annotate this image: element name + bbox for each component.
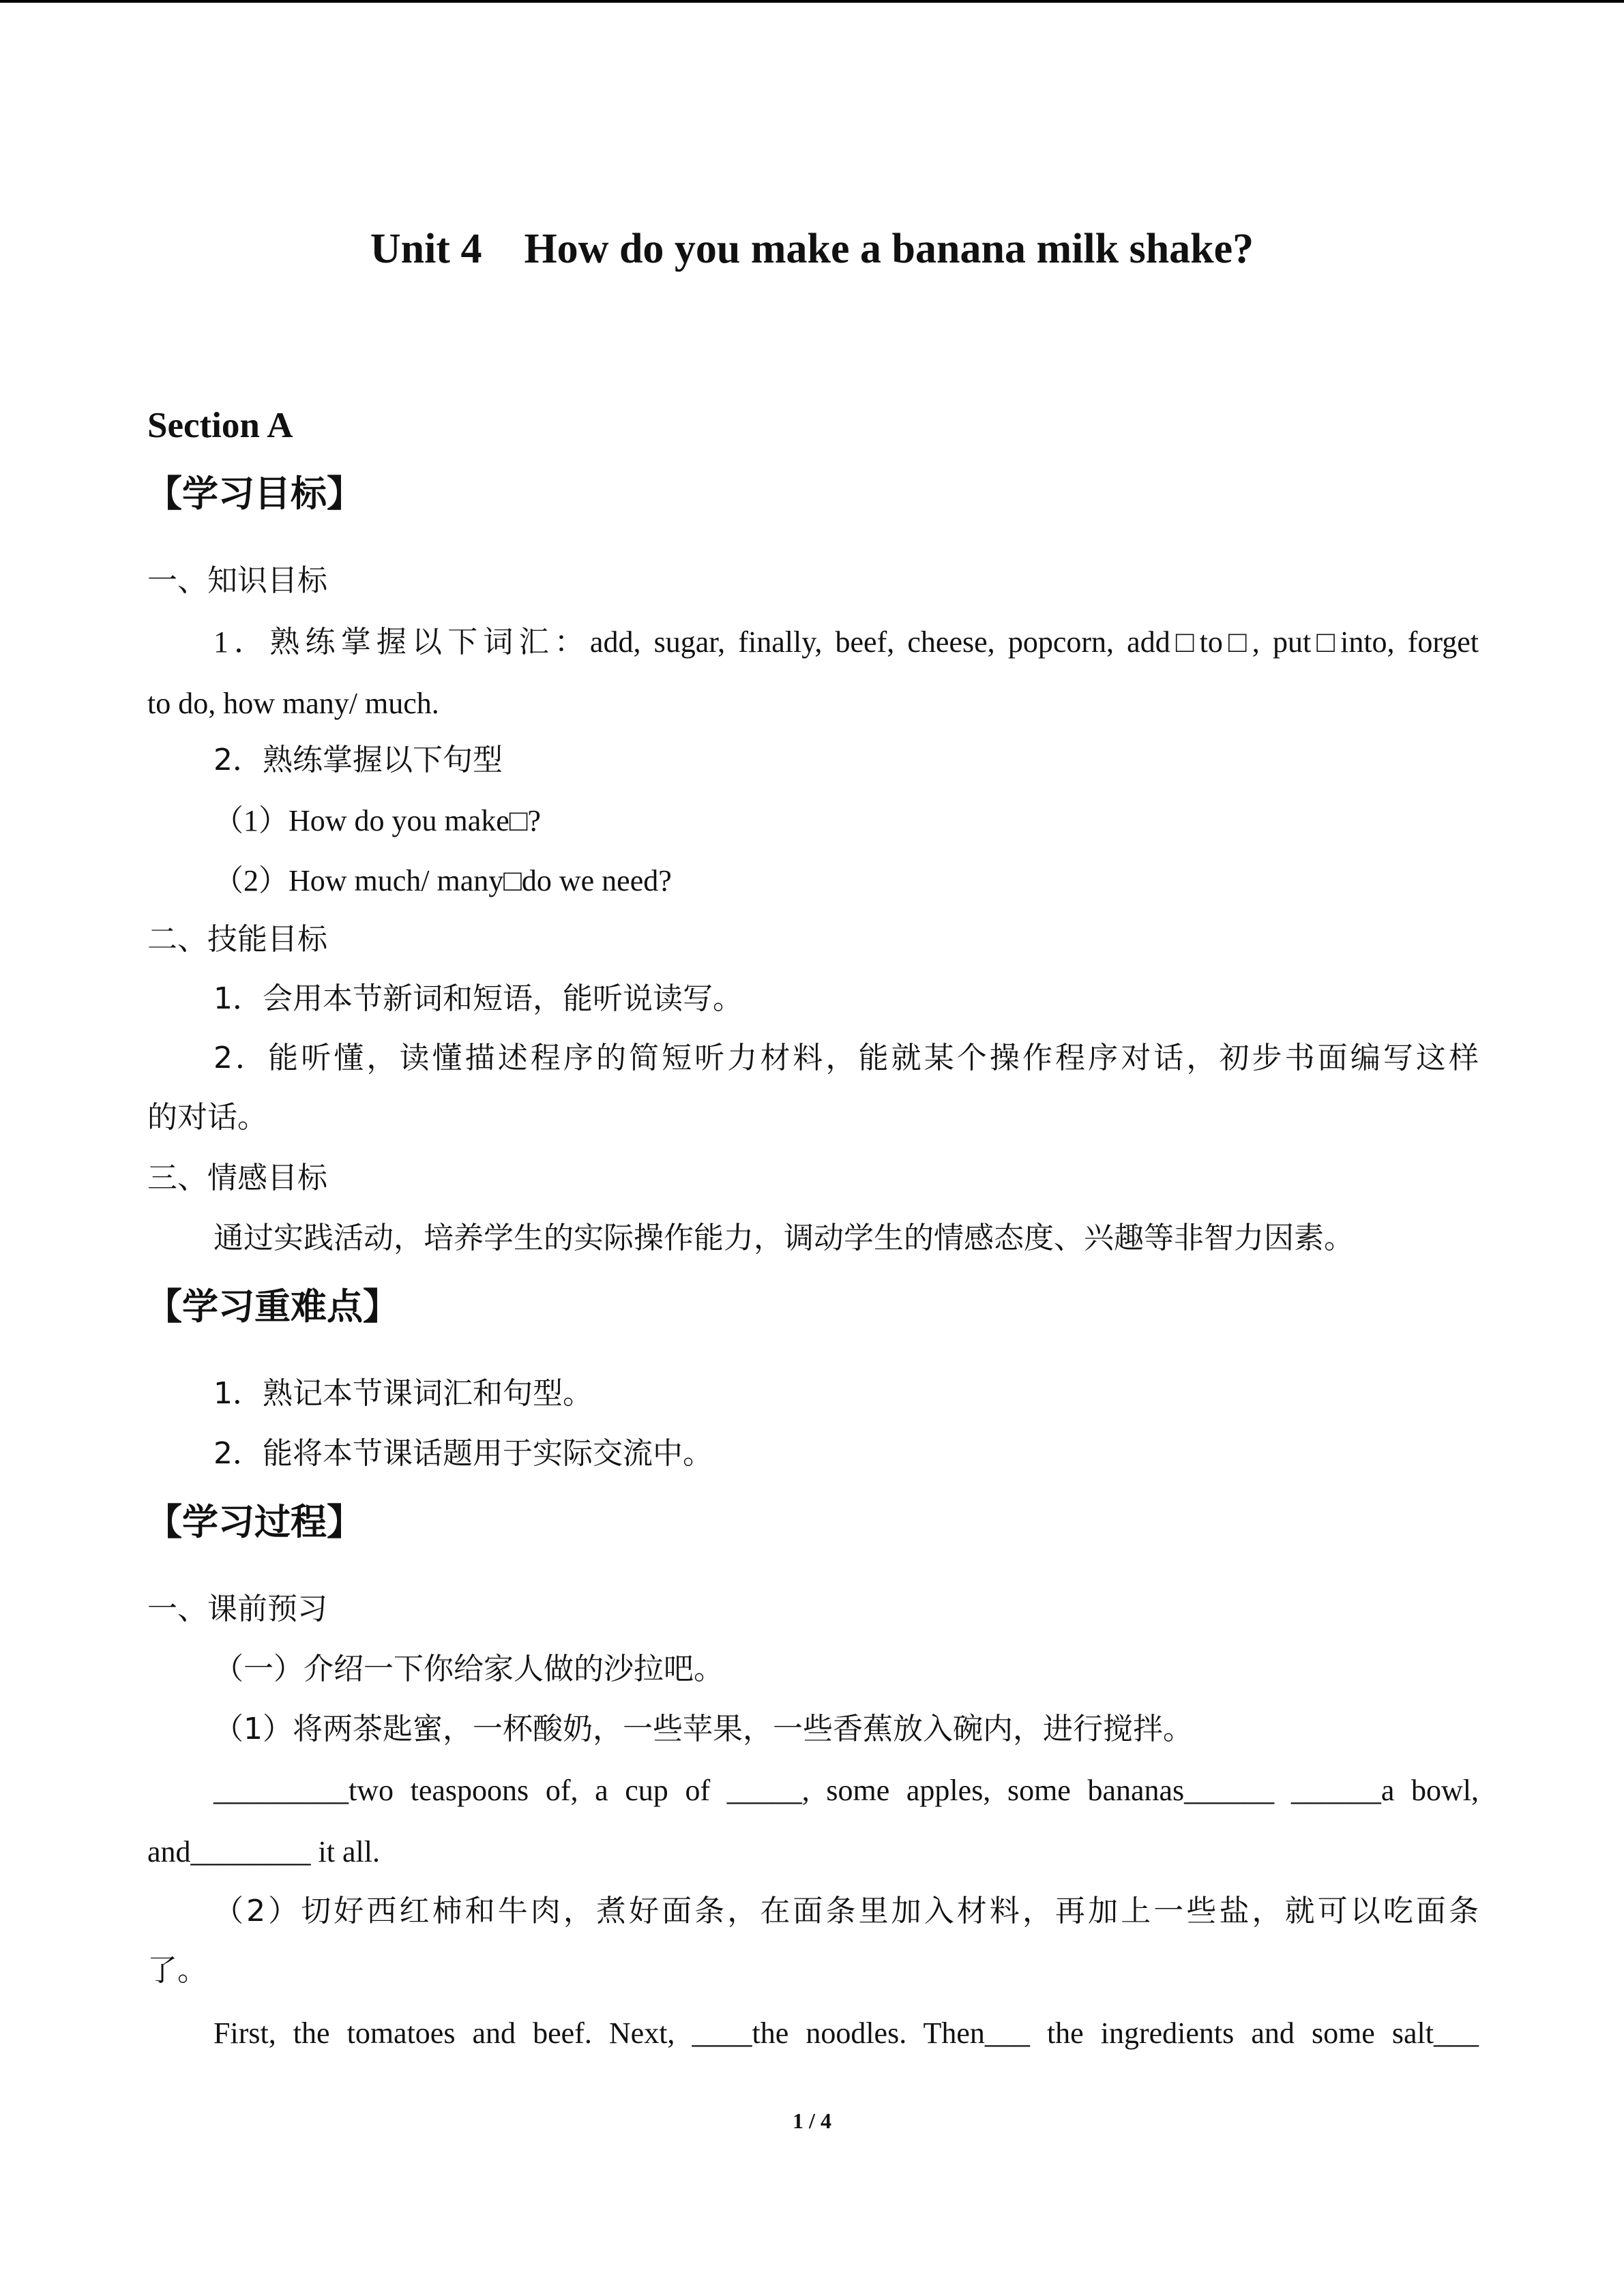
key-point-2: 2．能将本节课话题用于实际交流中。 — [213, 1436, 713, 1471]
skill-goals-title: 二、技能目标 — [147, 922, 327, 957]
question-2-english-line-1: First, the tomatoes and beef. Next, ____the noodles. Then___ the ingredients and some salt___ — [213, 2016, 1479, 2050]
key-point-1: 1．熟记本节课词汇和句型。 — [213, 1376, 593, 1411]
question-1-english-line-2: and________ it all. — [147, 1835, 380, 1868]
page-title: Unit 4 How do you make a banana milk shake? — [370, 226, 1254, 272]
skill-goal-2-line-1: 2．能听懂，读懂描述程序的简短听力材料，能就某个操作程序对话，初步书面编写这样 — [213, 1041, 1479, 1075]
knowledge-goals-title: 一、知识目标 — [147, 563, 327, 598]
question-2-chinese-line-2: 了。 — [147, 1953, 207, 1988]
question-1-chinese: （1）将两茶匙蜜，一杯酸奶，一些苹果，一些香蕉放入碗内，进行搅拌。 — [213, 1712, 1193, 1746]
question-1-english-line-1: _________two teaspoons of, a cup of _____, some apples, some bananas______ ______a bowl, — [213, 1774, 1479, 1807]
page-number: 1 / 4 — [793, 2108, 831, 2133]
heading-learning-process: 【学习过程】 — [146, 1502, 363, 1543]
salad-intro: （一）介绍一下你给家人做的沙拉吧。 — [213, 1652, 724, 1686]
skill-goal-2-line-2: 的对话。 — [147, 1100, 267, 1135]
section-heading: Section A — [147, 406, 293, 445]
preview-title: 一、课前预习 — [147, 1592, 327, 1626]
heading-learning-goals: 【学习目标】 — [146, 473, 363, 515]
emotion-goals-text: 通过实践活动，培养学生的实际操作能力，调动学生的情感态度、兴趣等非智力因素。 — [213, 1221, 1354, 1255]
sentence-patterns-title: 2．熟练掌握以下句型 — [213, 743, 503, 777]
emotion-goals-title: 三、情感目标 — [147, 1161, 327, 1195]
sentence-pattern-1: （1）How do you make□? — [213, 804, 541, 837]
question-2-chinese-line-1: （2）切好西红柿和牛肉，煮好面条，在面条里加入材料，再加上一些盐，就可以吃面条 — [213, 1894, 1479, 1928]
sentence-pattern-2: （2）How much/ many□do we need? — [213, 864, 672, 897]
vocabulary-line-2: to do, how many/ much. — [147, 687, 439, 720]
heading-key-points: 【学习重难点】 — [146, 1286, 399, 1328]
vocabulary-line-1: 1．熟练掌握以下词汇：add, sugar, finally, beef, cheese, popcorn, add□to□, put□into, forget — [213, 625, 1479, 659]
skill-goal-1: 1．会用本节新词和短语，能听说读写。 — [213, 981, 743, 1016]
